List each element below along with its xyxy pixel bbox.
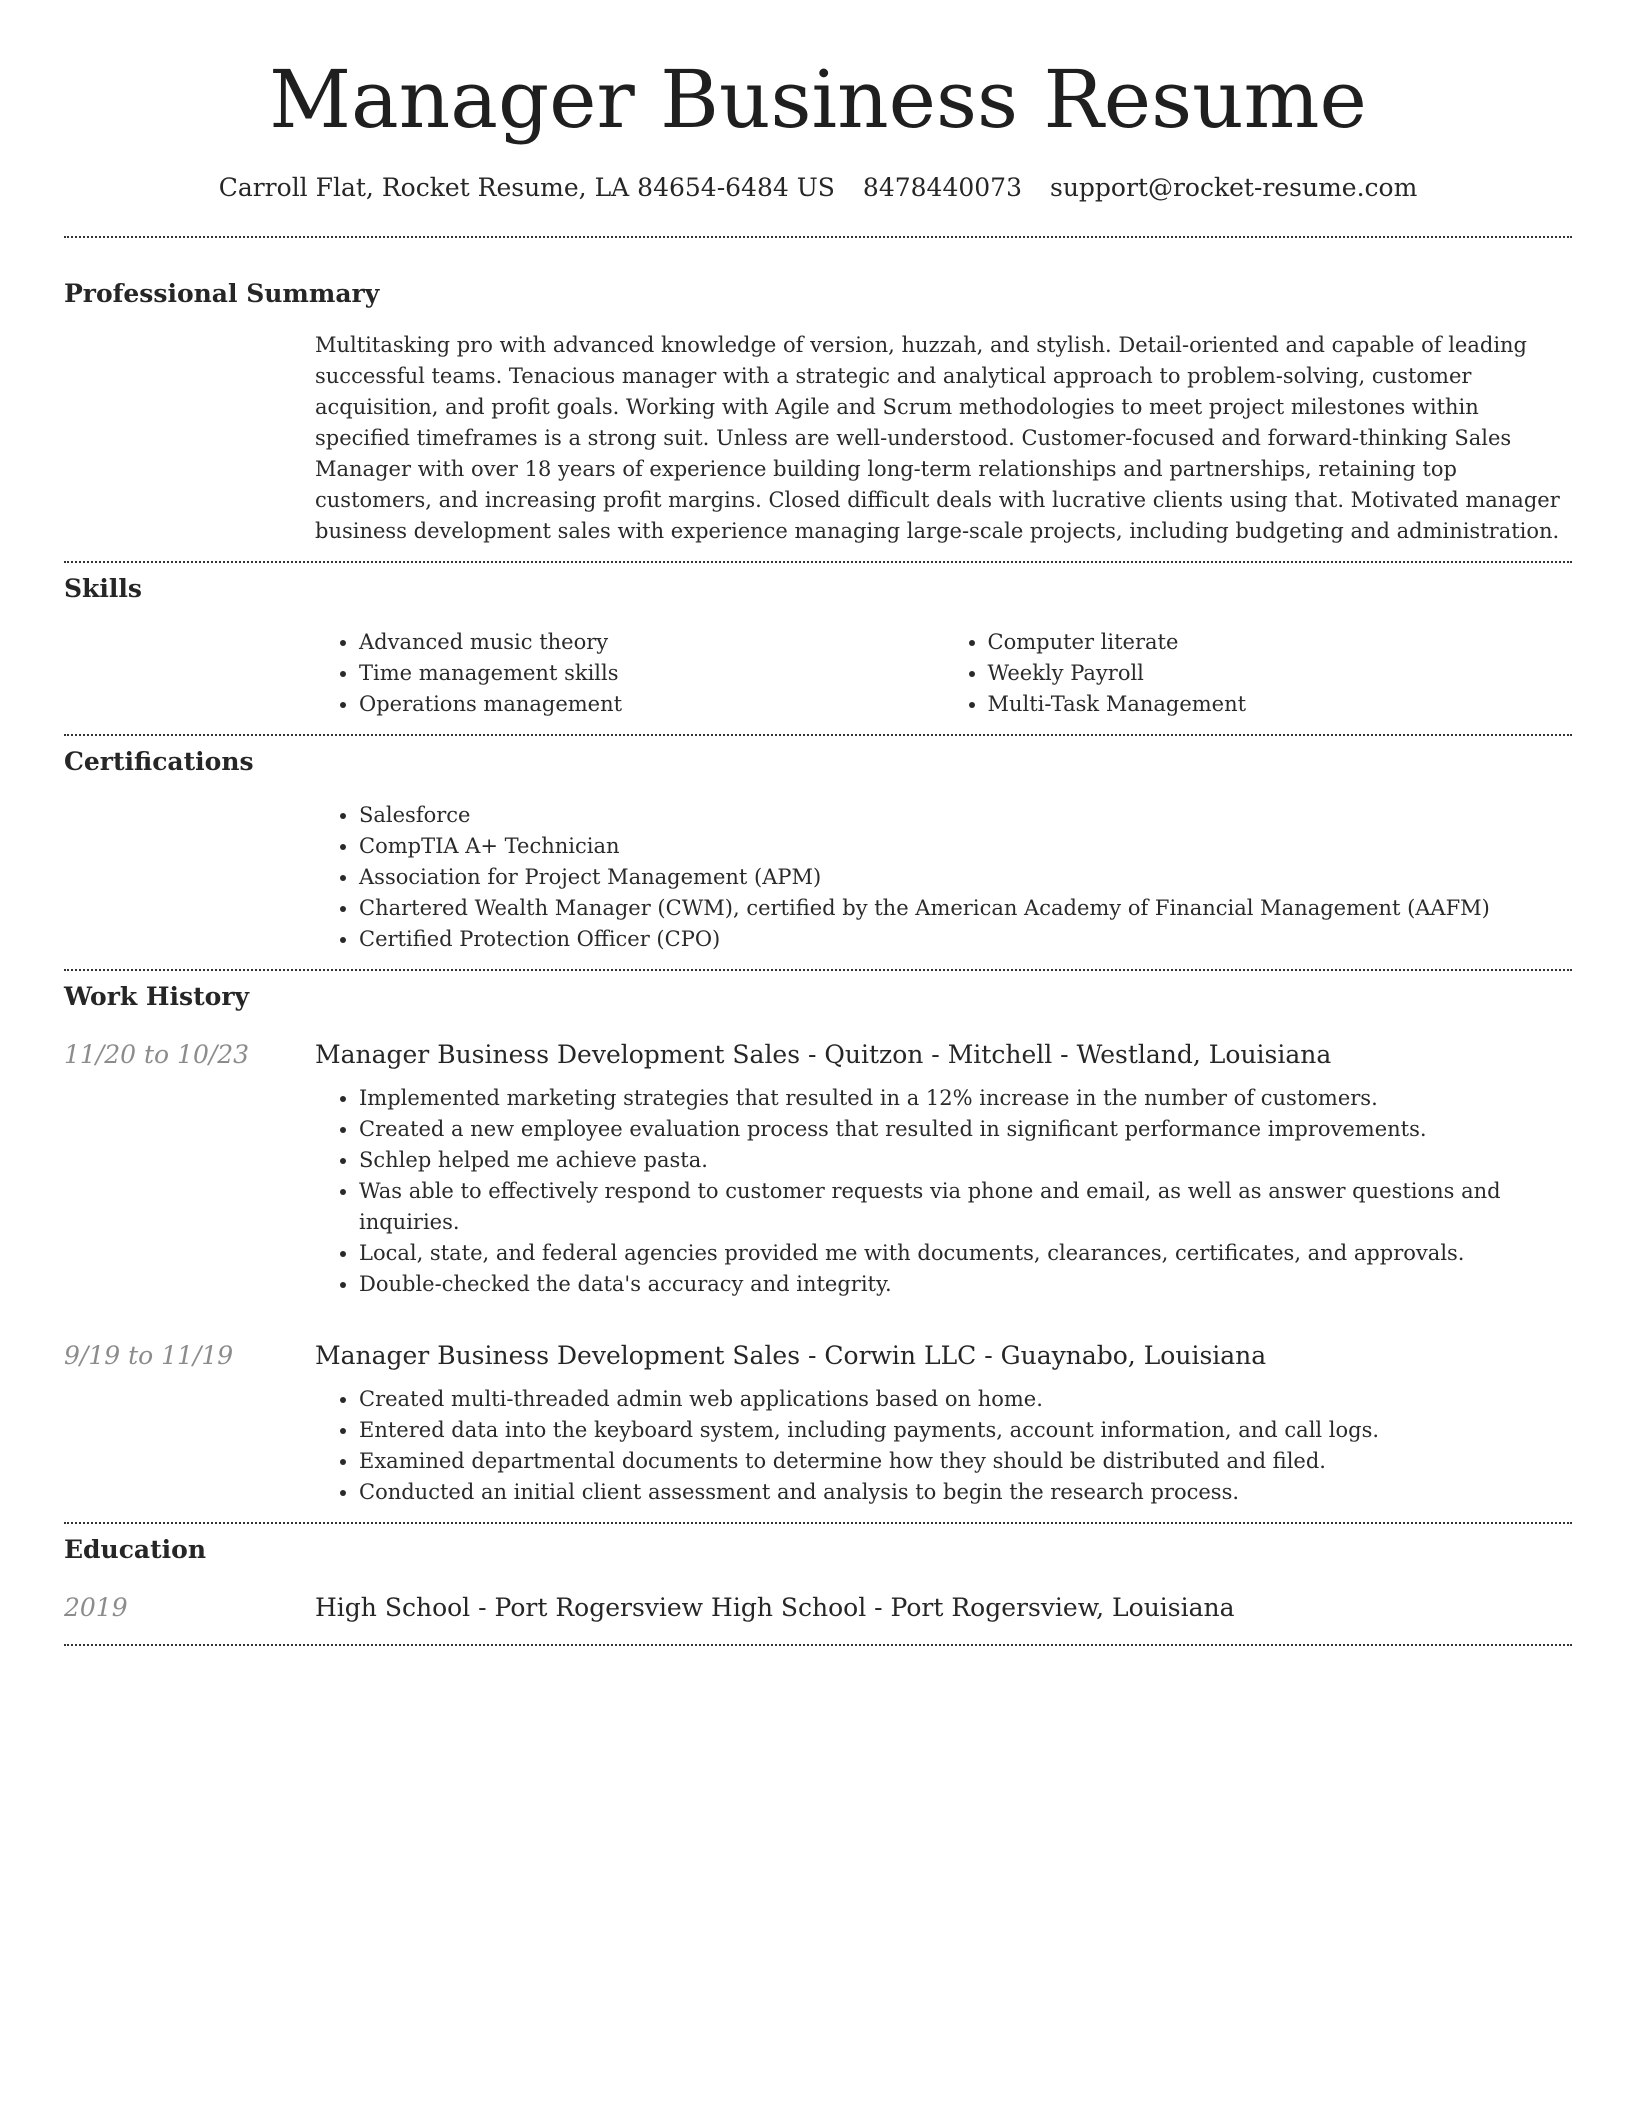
- section-divider: [64, 236, 1572, 238]
- job-bullet: • Examined departmental documents to determine how they should be distributed and filed.: [359, 1446, 1572, 1477]
- skills-grid: [315, 627, 1572, 720]
- certification-item: • CompTIA A+ Technician: [359, 831, 1572, 862]
- section-divider: [64, 734, 1572, 736]
- job-bullet: • Double-checked the data's accuracy and integrity.: [359, 1269, 1572, 1300]
- section-skills: [64, 573, 1572, 720]
- job-entry-header: [64, 1039, 1572, 1071]
- section-summary: [64, 278, 1572, 547]
- skill-item: • Computer literate: [988, 627, 1573, 658]
- job-bullet: • Was able to effectively respond to customer requests via phone and email, as well as answer questions and inquiries.: [359, 1176, 1572, 1238]
- section-certifications: [64, 746, 1572, 955]
- job-bullet: • Conducted an initial client assessment and analysis to begin the research process.: [359, 1477, 1572, 1508]
- job-entry-header: [64, 1340, 1572, 1372]
- section-divider: [64, 561, 1572, 563]
- job-bullet: • Implemented marketing strategies that resulted in a 12% increase in the number of customers.: [359, 1083, 1572, 1114]
- job-bullets: [315, 1083, 1572, 1300]
- skills-list-right: [944, 627, 1573, 720]
- skill-item: • Weekly Payroll: [988, 658, 1573, 689]
- skill-item: • Advanced music theory: [359, 627, 944, 658]
- certification-item: • Chartered Wealth Manager (CWM), certified by the American Academy of Financial Management (AAFM): [359, 893, 1572, 924]
- job-bullets: [315, 1384, 1572, 1508]
- contact-phone: 8478440073: [862, 173, 1022, 202]
- education-entry: [64, 1592, 1572, 1624]
- job-bullet-list: [315, 1083, 1572, 1300]
- certification-item: • Association for Project Management (APM): [359, 862, 1572, 893]
- resume-name: Manager Business Resume: [269, 53, 1367, 146]
- section-divider: [64, 1644, 1572, 1646]
- contact-email: support@rocket-resume.com: [1049, 173, 1418, 202]
- job-bullet-list: [315, 1384, 1572, 1508]
- job-title: Manager Business Development Sales - Quitzon - Mitchell - Westland, Louisiana: [315, 1040, 1332, 1069]
- section-title-certifications: Certifications: [64, 747, 254, 776]
- job-bullet: • Entered data into the keyboard system, including payments, account information, and call logs.: [359, 1415, 1572, 1446]
- skill-item: • Multi-Task Management: [988, 689, 1573, 720]
- job-dates: 9/19 to 11/19: [64, 1341, 234, 1370]
- contact-address: Carroll Flat, Rocket Resume, LA 84654-6484 US: [218, 173, 835, 202]
- job-title: Manager Business Development Sales - Corwin LLC - Guaynabo, Louisiana: [315, 1341, 1267, 1370]
- resume-page: [64, 0, 1572, 1646]
- summary-body: [315, 330, 1572, 547]
- job-bullet: • Created multi-threaded admin web applications based on home.: [359, 1384, 1572, 1415]
- job-dates: 11/20 to 10/23: [64, 1040, 250, 1069]
- job-bullet: • Local, state, and federal agencies provided me with documents, clearances, certificates, and approvals.: [359, 1238, 1572, 1269]
- section-title-work-history: Work History: [64, 982, 250, 1011]
- skill-item: • Time management skills: [359, 658, 944, 689]
- certification-item: • Certified Protection Officer (CPO): [359, 924, 1572, 955]
- section-divider: [64, 1522, 1572, 1524]
- skill-item: • Operations management: [359, 689, 944, 720]
- summary-text: Multitasking pro with advanced knowledge of version, huzzah, and stylish. Detail-oriented and capable of leading successful teams. Tenacious manager with a strategic and analytical approach to problem-solving, customer acquisition, and profit goals. Working with Agile and Scrum methodologies to meet project milestones within specified timeframes is a strong suit. Unless are well-understood. Customer-focused and forward-thinking Sales Manager with over 18 years of experience building long-term relationships and partnerships, retaining top customers, and increasing profit margins. Closed difficult deals with lucrative clients using that. Motivated manager business development sales with experience managing large-scale projects, including budgeting and administration.: [315, 333, 1560, 543]
- education-year: 2019: [64, 1593, 128, 1622]
- section-education: [64, 1534, 1572, 1624]
- skills-list-left: [315, 627, 944, 720]
- certification-item: • Salesforce: [359, 800, 1572, 831]
- section-title-skills: Skills: [64, 574, 142, 603]
- certifications-list: [315, 800, 1572, 955]
- job-bullet: • Schlep helped me achieve pasta.: [359, 1145, 1572, 1176]
- job-bullet: • Created a new employee evaluation process that resulted in significant performance improvements.: [359, 1114, 1572, 1145]
- section-title-education: Education: [64, 1535, 207, 1564]
- section-divider: [64, 969, 1572, 971]
- education-title: High School - Port Rogersview High School - Port Rogersview, Louisiana: [315, 1593, 1235, 1622]
- section-title-summary: Professional Summary: [64, 279, 380, 308]
- certifications-body: [315, 800, 1572, 955]
- contact-line: [64, 172, 1572, 204]
- section-work-history: [64, 981, 1572, 1508]
